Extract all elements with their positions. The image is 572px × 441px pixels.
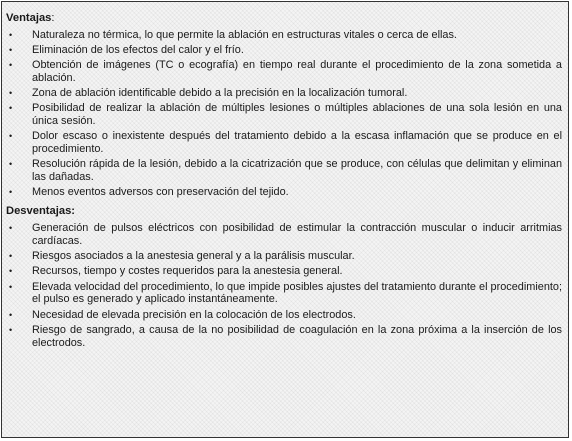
list-item bbox=[6, 59, 562, 85]
bullet-icon: • bbox=[9, 30, 13, 40]
list-item bbox=[6, 130, 562, 156]
list-item bbox=[6, 186, 562, 199]
bullet-icon: • bbox=[9, 159, 13, 170]
list-item bbox=[6, 309, 562, 322]
list-item-text: Recursos, tiempo y costes requeridos para la anestesia general. bbox=[32, 265, 343, 278]
list-item bbox=[6, 265, 562, 278]
list-item-text: Posibilidad de realizar la ablación de múltiples lesiones o múltiples ablaciones de una sola lesión en una única sesión. bbox=[32, 102, 562, 128]
list-item bbox=[6, 324, 562, 350]
list-item bbox=[6, 222, 562, 248]
bullet-icon: • bbox=[9, 103, 13, 114]
bullet-icon: • bbox=[9, 187, 13, 198]
ventajas-list bbox=[6, 29, 562, 199]
list-item-text: Obtención de imágenes (TC o ecografía) en tiempo real durante el procedimiento de la zona sometida a ablación. bbox=[32, 59, 562, 85]
bullet-icon: • bbox=[9, 45, 13, 56]
bullet-icon: • bbox=[9, 131, 13, 142]
list-item bbox=[6, 87, 562, 100]
content-box bbox=[1, 1, 569, 438]
list-item bbox=[6, 29, 562, 42]
desventajas-list bbox=[6, 222, 562, 349]
ventajas-heading-colon: : bbox=[51, 12, 55, 24]
list-item bbox=[6, 158, 562, 184]
list-item-text: Eliminación de los efectos del calor y el frío. bbox=[32, 44, 244, 57]
list-item-text: Necesidad de elevada precisión en la colocación de los electrodos. bbox=[32, 308, 356, 321]
list-item bbox=[6, 102, 562, 128]
desventajas-heading bbox=[6, 204, 562, 218]
bullet-icon: • bbox=[9, 251, 13, 262]
list-item-text: Generación de pulsos eléctricos con posibilidad de estimular la contracción muscular o inducir arritmias cardíacas. bbox=[32, 222, 562, 248]
list-item-text: Riesgo de sangrado, a causa de la no posibilidad de coagulación en la zona próxima a la inserción de los electrodos. bbox=[32, 323, 562, 349]
ventajas-heading bbox=[6, 11, 562, 25]
bullet-icon: • bbox=[9, 223, 13, 234]
bullet-icon: • bbox=[9, 281, 13, 292]
list-item bbox=[6, 44, 562, 57]
bullet-icon: • bbox=[9, 88, 13, 99]
list-item-text: Riesgos asociados a la anestesia general y a la parálisis muscular. bbox=[32, 250, 355, 263]
desventajas-heading-text: Desventajas: bbox=[6, 205, 76, 218]
list-item bbox=[6, 250, 562, 263]
list-item-text: Dolor escaso o inexistente después del tratamiento debido a la escasa inflamación que se produce en el procedimiento. bbox=[32, 130, 562, 156]
bullet-icon: • bbox=[9, 266, 13, 277]
list-item-text: Menos eventos adversos con preservación del tejido. bbox=[32, 186, 289, 199]
bullet-icon: • bbox=[9, 309, 13, 320]
bullet-icon: • bbox=[9, 324, 13, 335]
list-item-text: Zona de ablación identificable debido a la precisión en la localización tumoral. bbox=[32, 87, 408, 100]
list-item-text: Elevada velocidad del procedimiento, lo que impide posibles ajustes del tratamiento durante el procedimiento; el pulso es generado y aplicado instantáneamente. bbox=[32, 280, 562, 306]
list-item-text: Naturaleza no térmica, lo que permite la ablación en estructuras vitales o cerca de ellas. bbox=[32, 29, 457, 41]
list-item bbox=[6, 281, 562, 307]
ventajas-heading-text: Ventajas bbox=[6, 12, 52, 24]
bullet-icon: • bbox=[9, 60, 13, 71]
list-item-text: Resolución rápida de la lesión, debido a la cicatrización que se produce, con células que delimitan y eliminan las dañadas. bbox=[32, 158, 562, 184]
